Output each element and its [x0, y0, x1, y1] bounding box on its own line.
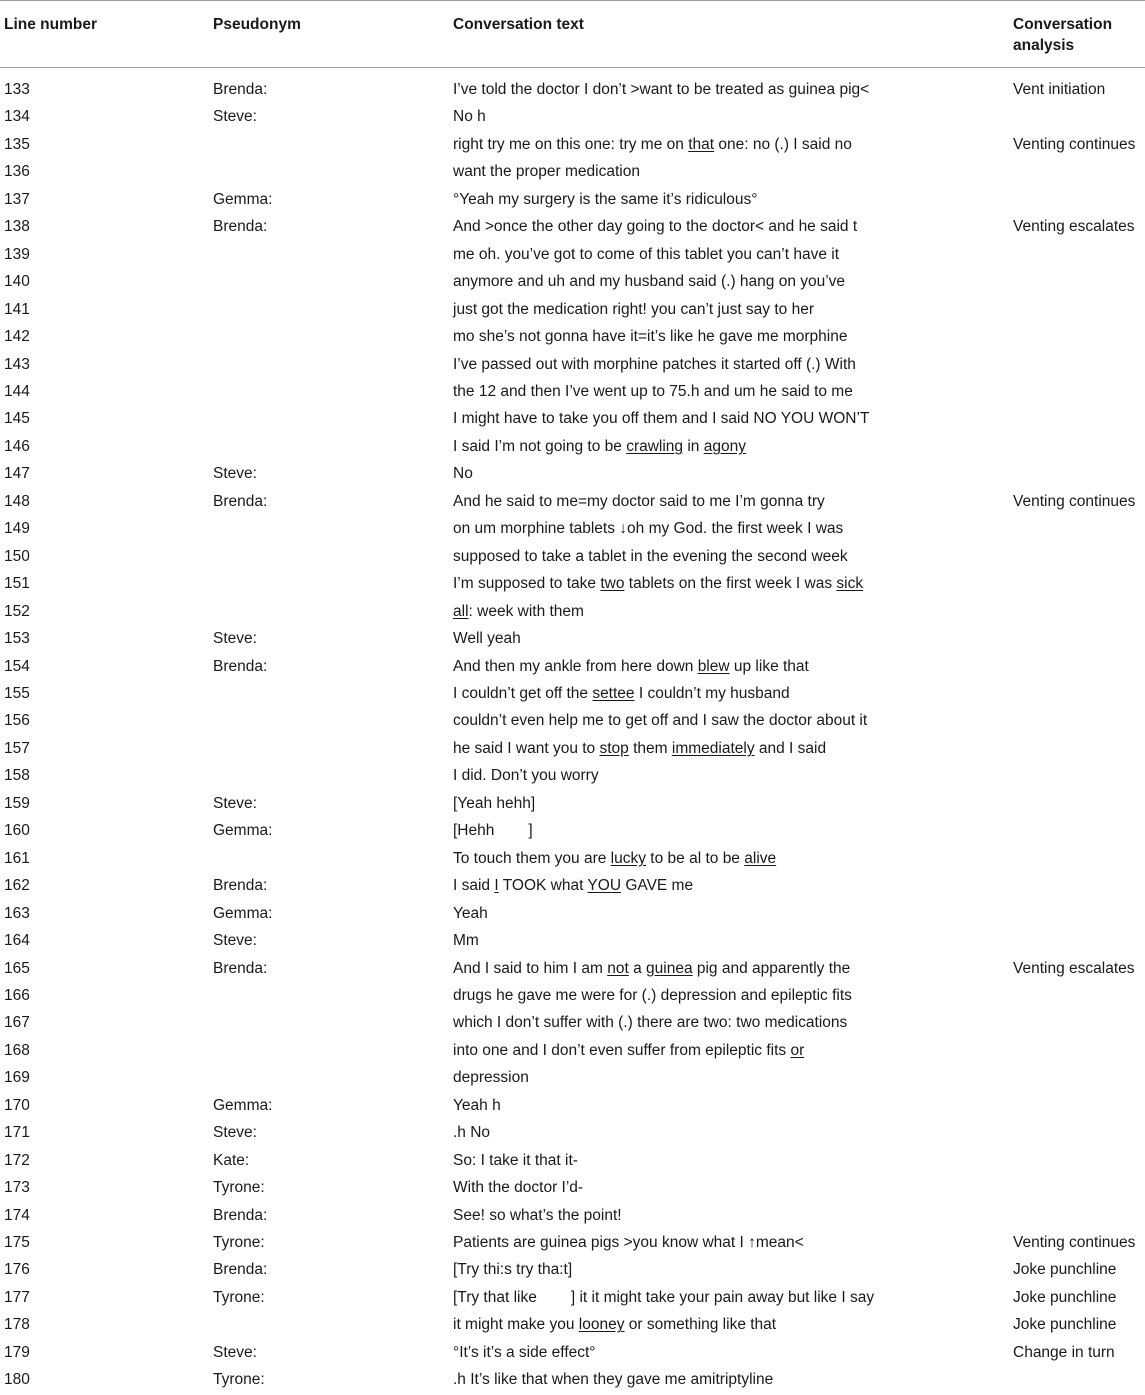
conversation-analysis-cell [1013, 241, 1145, 268]
conversation-text-cell: And he said to me=my doctor said to me I’m gonna try [453, 492, 825, 510]
pseudonym-cell [213, 378, 453, 405]
pseudonym-cell [213, 735, 453, 762]
line-number-cell: 151 [4, 575, 30, 593]
pseudonym-cell [213, 1009, 453, 1036]
table-row [0, 1202, 1145, 1229]
table-row [0, 790, 1145, 817]
conversation-text-cell: °Yeah my surgery is the same it’s ridiculous° [453, 190, 758, 208]
conversation-analysis-cell [1013, 680, 1145, 707]
pseudonym-cell [213, 1064, 453, 1091]
line-number-cell: 166 [4, 986, 30, 1004]
conversation-analysis-cell [1013, 1366, 1145, 1393]
table-row [0, 900, 1145, 927]
pseudonym-cell [213, 268, 453, 295]
conversation-text-cell: [Yeah hehh] [453, 794, 536, 812]
pseudonym-cell: Brenda: [213, 1206, 268, 1224]
conversation-analysis-cell [1013, 378, 1145, 405]
line-number-cell: 134 [4, 108, 30, 126]
conversation-analysis-cell: Venting continues [1013, 1234, 1136, 1252]
pseudonym-cell [213, 515, 453, 542]
table-row [0, 1339, 1145, 1366]
line-number-cell: 139 [4, 245, 30, 263]
table-row [0, 927, 1145, 954]
table-row [0, 378, 1145, 405]
table-row [0, 323, 1145, 350]
pseudonym-cell [213, 543, 453, 570]
pseudonym-cell [213, 680, 453, 707]
line-number-cell: 175 [4, 1234, 30, 1252]
conversation-text-cell: just got the medication right! you can’t just say to her [453, 300, 814, 318]
conversation-text-cell: So: I take it that it- [453, 1151, 578, 1169]
conversation-text-cell: And I said to him I am not a guinea pig and apparently the [453, 959, 851, 977]
pseudonym-cell [213, 845, 453, 872]
pseudonym-cell [213, 707, 453, 734]
conversation-analysis-cell: Venting escalates [1013, 218, 1135, 236]
conversation-text-cell: me oh. you’ve got to come of this tablet you can’t have it [453, 245, 839, 263]
conversation-analysis-cell: Change in turn [1013, 1343, 1115, 1361]
conversation-text-cell: .h It’s like that when they gave me amitriptyline [453, 1371, 774, 1389]
pseudonym-cell: Brenda: [213, 218, 268, 236]
line-number-cell: 140 [4, 273, 30, 291]
line-number-cell: 165 [4, 959, 30, 977]
table-row [0, 570, 1145, 597]
line-number-cell: 162 [4, 877, 30, 895]
line-number-cell: 169 [4, 1069, 30, 1087]
table-row [0, 1037, 1145, 1064]
pseudonym-cell: Steve: [213, 1124, 257, 1142]
pseudonym-cell [213, 570, 453, 597]
table-row [0, 762, 1145, 789]
table-row [0, 103, 1145, 130]
line-number-cell: 144 [4, 382, 30, 400]
table-row [0, 186, 1145, 213]
conversation-analysis-cell [1013, 351, 1145, 378]
line-number-cell: 142 [4, 328, 30, 346]
conversation-text-cell: No [453, 465, 473, 483]
line-number-cell: 171 [4, 1124, 30, 1142]
line-number-cell: 133 [4, 81, 30, 98]
line-number-cell: 149 [4, 520, 30, 538]
table-row [0, 158, 1145, 185]
line-number-cell: 154 [4, 657, 30, 675]
conversation-analysis-cell [1013, 900, 1145, 927]
conversation-text-cell: °It’s it’s a side effect° [453, 1343, 596, 1361]
conversation-text-cell: into one and I don’t even suffer from epileptic fits or [453, 1041, 805, 1059]
pseudonym-cell: Brenda: [213, 959, 268, 977]
conversation-analysis-cell: Venting continues [1013, 492, 1136, 510]
conversation-text-cell: See! so what’s the point! [453, 1206, 622, 1224]
line-number-cell: 173 [4, 1179, 30, 1197]
pseudonym-cell: Tyrone: [213, 1234, 265, 1252]
conversation-analysis-cell [1013, 845, 1145, 872]
conversation-analysis-cell [1013, 543, 1145, 570]
conversation-text-cell: .h No [453, 1124, 491, 1142]
pseudonym-cell: Steve: [213, 630, 257, 648]
pseudonym-cell [213, 241, 453, 268]
line-number-cell: 152 [4, 602, 30, 620]
line-number-cell: 156 [4, 712, 30, 730]
conversation-text-cell: drugs he gave me were for (.) depression and epileptic fits [453, 986, 852, 1004]
table-row [0, 1256, 1145, 1283]
table-row [0, 213, 1145, 240]
table-row [0, 460, 1145, 487]
table-row [0, 680, 1145, 707]
line-number-cell: 141 [4, 300, 30, 318]
table-row [0, 1229, 1145, 1256]
pseudonym-cell: Tyrone: [213, 1371, 265, 1389]
line-number-cell: 168 [4, 1041, 30, 1059]
line-number-cell: 176 [4, 1261, 30, 1279]
conversation-analysis-cell: Joke punchline [1013, 1261, 1117, 1279]
line-number-cell: 153 [4, 630, 30, 648]
conversation-text-cell: I’ve told the doctor I don’t >want to be treated as guinea pig< [453, 81, 870, 98]
pseudonym-cell [213, 323, 453, 350]
conversation-analysis-cell [1013, 186, 1145, 213]
conversation-analysis-cell [1013, 1174, 1145, 1201]
table-row [0, 405, 1145, 432]
header-line-number: Line number [0, 1, 213, 68]
pseudonym-cell: Steve: [213, 794, 257, 812]
table-row [0, 241, 1145, 268]
conversation-text-cell: I said I TOOK what YOU GAVE me [453, 877, 694, 895]
conversation-analysis-cell [1013, 927, 1145, 954]
conversation-text-cell: on um morphine tablets ↓oh my God. the first week I was [453, 520, 844, 538]
table-row [0, 1311, 1145, 1338]
table-row [0, 982, 1145, 1009]
line-number-cell: 163 [4, 904, 30, 922]
pseudonym-cell: Kate: [213, 1151, 250, 1169]
line-number-cell: 167 [4, 1014, 30, 1032]
conversation-analysis-cell [1013, 1119, 1145, 1146]
table-row [0, 296, 1145, 323]
pseudonym-cell: Brenda: [213, 657, 268, 675]
pseudonym-cell: Gemma: [213, 822, 273, 840]
pseudonym-cell: Brenda: [213, 81, 268, 98]
table-row [0, 1119, 1145, 1146]
table-row [0, 1064, 1145, 1091]
conversation-analysis-cell [1013, 433, 1145, 460]
header-conversation-analysis: Conversation analysis [1013, 1, 1145, 68]
conversation-text-cell: I’ve passed out with morphine patches it started off (.) With [453, 355, 856, 373]
table-row [0, 955, 1145, 982]
conversation-text-cell: To touch them you are lucky to be al to be alive [453, 849, 777, 867]
conversation-text-cell: supposed to take a tablet in the evening the second week [453, 547, 848, 565]
pseudonym-cell [213, 982, 453, 1009]
table-row [0, 625, 1145, 652]
table-header [0, 1, 1145, 68]
line-number-cell: 138 [4, 218, 30, 236]
conversation-text-cell: couldn’t even help me to get off and I saw the doctor about it [453, 712, 868, 730]
conversation-text-cell: I did. Don’t you worry [453, 767, 599, 785]
conversation-text-cell: depression [453, 1069, 529, 1087]
conversation-analysis-cell [1013, 103, 1145, 130]
line-number-cell: 143 [4, 355, 30, 373]
header-pseudonym: Pseudonym [213, 1, 453, 68]
conversation-text-cell: I might have to take you off them and I said NO YOU WON’T [453, 410, 870, 428]
line-number-cell: 147 [4, 465, 30, 483]
conversation-analysis-cell [1013, 296, 1145, 323]
pseudonym-cell: Steve: [213, 1343, 257, 1361]
conversation-text-cell: With the doctor I’d- [453, 1179, 584, 1197]
conversation-text-cell: Yeah [453, 904, 488, 922]
line-number-cell: 177 [4, 1288, 30, 1306]
table-row [0, 653, 1145, 680]
conversation-text-cell: the 12 and then I’ve went up to 75.h and um he said to me [453, 382, 853, 400]
table-row [0, 131, 1145, 158]
table-row [0, 1009, 1145, 1036]
conversation-text-cell: which I don’t suffer with (.) there are two: two medications [453, 1014, 848, 1032]
conversation-text-cell: it might make you looney or something like that [453, 1316, 777, 1334]
line-number-cell: 174 [4, 1206, 30, 1224]
conversation-analysis-cell: Venting escalates [1013, 959, 1135, 977]
line-number-cell: 157 [4, 739, 30, 757]
table-row [0, 68, 1145, 104]
conversation-analysis-cell [1013, 790, 1145, 817]
conversation-text-cell: [Try thi:s try tha:t] [453, 1261, 573, 1279]
conversation-text-cell: And >once the other day going to the doctor< and he said t [453, 218, 858, 236]
conversation-text-cell: I said I’m not going to be crawling in agony [453, 437, 746, 455]
conversation-analysis-cell [1013, 1009, 1145, 1036]
table-row [0, 488, 1145, 515]
table-row [0, 268, 1145, 295]
table-row [0, 598, 1145, 625]
conversation-text-cell: I couldn’t get off the settee I couldn’t my husband [453, 684, 790, 702]
line-number-cell: 145 [4, 410, 30, 428]
line-number-cell: 180 [4, 1371, 30, 1389]
pseudonym-cell: Steve: [213, 108, 257, 126]
table-row [0, 1366, 1145, 1393]
line-number-cell: 155 [4, 684, 30, 702]
pseudonym-cell: Brenda: [213, 492, 268, 510]
conversation-text-cell: No h [453, 108, 486, 126]
line-number-cell: 135 [4, 135, 30, 153]
conversation-text-cell: he said I want you to stop them immediately and I said [453, 739, 827, 757]
conversation-analysis-cell: Joke punchline [1013, 1316, 1117, 1334]
line-number-cell: 170 [4, 1096, 30, 1114]
pseudonym-cell: Brenda: [213, 877, 268, 895]
conversation-analysis-cell [1013, 515, 1145, 542]
conversation-analysis-cell [1013, 268, 1145, 295]
conversation-analysis-cell [1013, 405, 1145, 432]
table-row [0, 845, 1145, 872]
line-number-cell: 172 [4, 1151, 30, 1169]
line-number-cell: 158 [4, 767, 30, 785]
line-number-cell: 150 [4, 547, 30, 565]
table-row [0, 817, 1145, 844]
line-number-cell: 164 [4, 932, 30, 950]
table-row [0, 1174, 1145, 1201]
conversation-analysis-cell [1013, 598, 1145, 625]
conversation-text-cell: Patients are guinea pigs >you know what I ↑mean< [453, 1234, 804, 1252]
line-number-cell: 148 [4, 492, 30, 510]
table-row [0, 1147, 1145, 1174]
table-row [0, 351, 1145, 378]
conversation-text-cell: [Hehh ] [453, 822, 533, 840]
conversation-analysis-cell [1013, 817, 1145, 844]
conversation-analysis-cell [1013, 735, 1145, 762]
conversation-analysis-cell [1013, 1064, 1145, 1091]
conversation-analysis-cell [1013, 570, 1145, 597]
line-number-cell: 179 [4, 1343, 30, 1361]
table-row [0, 707, 1145, 734]
pseudonym-cell: Gemma: [213, 904, 273, 922]
conversation-analysis-cell [1013, 1037, 1145, 1064]
table-row [0, 515, 1145, 542]
pseudonym-cell [213, 296, 453, 323]
line-number-cell: 160 [4, 822, 30, 840]
line-number-cell: 178 [4, 1316, 30, 1334]
conversation-analysis-cell [1013, 460, 1145, 487]
pseudonym-cell [213, 351, 453, 378]
line-number-cell: 161 [4, 849, 30, 867]
table-row [0, 543, 1145, 570]
conversation-text-cell: anymore and uh and my husband said (.) hang on you’ve [453, 273, 846, 291]
pseudonym-cell: Gemma: [213, 1096, 273, 1114]
conversation-analysis-cell [1013, 1147, 1145, 1174]
pseudonym-cell [213, 1037, 453, 1064]
table-row [0, 1284, 1145, 1311]
conversation-text-cell: mo she’s not gonna have it=it’s like he gave me morphine [453, 328, 848, 346]
conversation-text-cell: I’m supposed to take two tablets on the first week I was sick [453, 575, 864, 593]
pseudonym-cell: Gemma: [213, 190, 273, 208]
pseudonym-cell: Brenda: [213, 1261, 268, 1279]
conversation-analysis-cell [1013, 1092, 1145, 1119]
line-number-cell: 137 [4, 190, 30, 208]
pseudonym-cell [213, 433, 453, 460]
line-number-cell: 136 [4, 163, 30, 181]
conversation-text-cell: Well yeah [453, 630, 521, 648]
conversation-analysis-cell [1013, 1202, 1145, 1229]
table-row [0, 433, 1145, 460]
conversation-analysis-cell [1013, 625, 1145, 652]
table-body [0, 68, 1145, 1394]
pseudonym-cell: Steve: [213, 932, 257, 950]
line-number-cell: 159 [4, 794, 30, 812]
conversation-text-cell: Yeah h [453, 1096, 501, 1114]
conversation-text-cell: And then my ankle from here down blew up like that [453, 657, 809, 675]
table-row [0, 872, 1145, 899]
table-row [0, 1092, 1145, 1119]
pseudonym-cell [213, 131, 453, 158]
conversation-analysis-cell [1013, 762, 1145, 789]
pseudonym-cell [213, 598, 453, 625]
conversation-text-cell: right try me on this one: try me on that one: no (.) I said no [453, 135, 852, 153]
conversation-text-cell: [Try that like ] it it might take your pain away but like I say [453, 1288, 875, 1306]
table-row [0, 735, 1145, 762]
conversation-text-cell: all: week with them [453, 602, 584, 620]
pseudonym-cell: Tyrone: [213, 1179, 265, 1197]
conversation-analysis-cell [1013, 982, 1145, 1009]
pseudonym-cell [213, 158, 453, 185]
pseudonym-cell: Tyrone: [213, 1288, 265, 1306]
conversation-analysis-cell: Joke punchline [1013, 1288, 1117, 1306]
pseudonym-cell [213, 762, 453, 789]
pseudonym-cell [213, 405, 453, 432]
header-conversation-text: Conversation text [453, 1, 1013, 68]
pseudonym-cell [213, 1311, 453, 1338]
pseudonym-cell: Steve: [213, 465, 257, 483]
header-row [0, 1, 1145, 68]
conversation-analysis-cell [1013, 707, 1145, 734]
conversation-analysis-cell [1013, 653, 1145, 680]
conversation-analysis-cell: Venting continues [1013, 135, 1136, 153]
conversation-analysis-cell [1013, 872, 1145, 899]
conversation-analysis-cell [1013, 323, 1145, 350]
conversation-analysis-cell [1013, 158, 1145, 185]
conversation-text-cell: want the proper medication [453, 163, 640, 181]
conversation-analysis-cell: Vent initiation [1013, 81, 1106, 98]
conversation-text-cell: Mm [453, 932, 479, 950]
line-number-cell: 146 [4, 437, 30, 455]
